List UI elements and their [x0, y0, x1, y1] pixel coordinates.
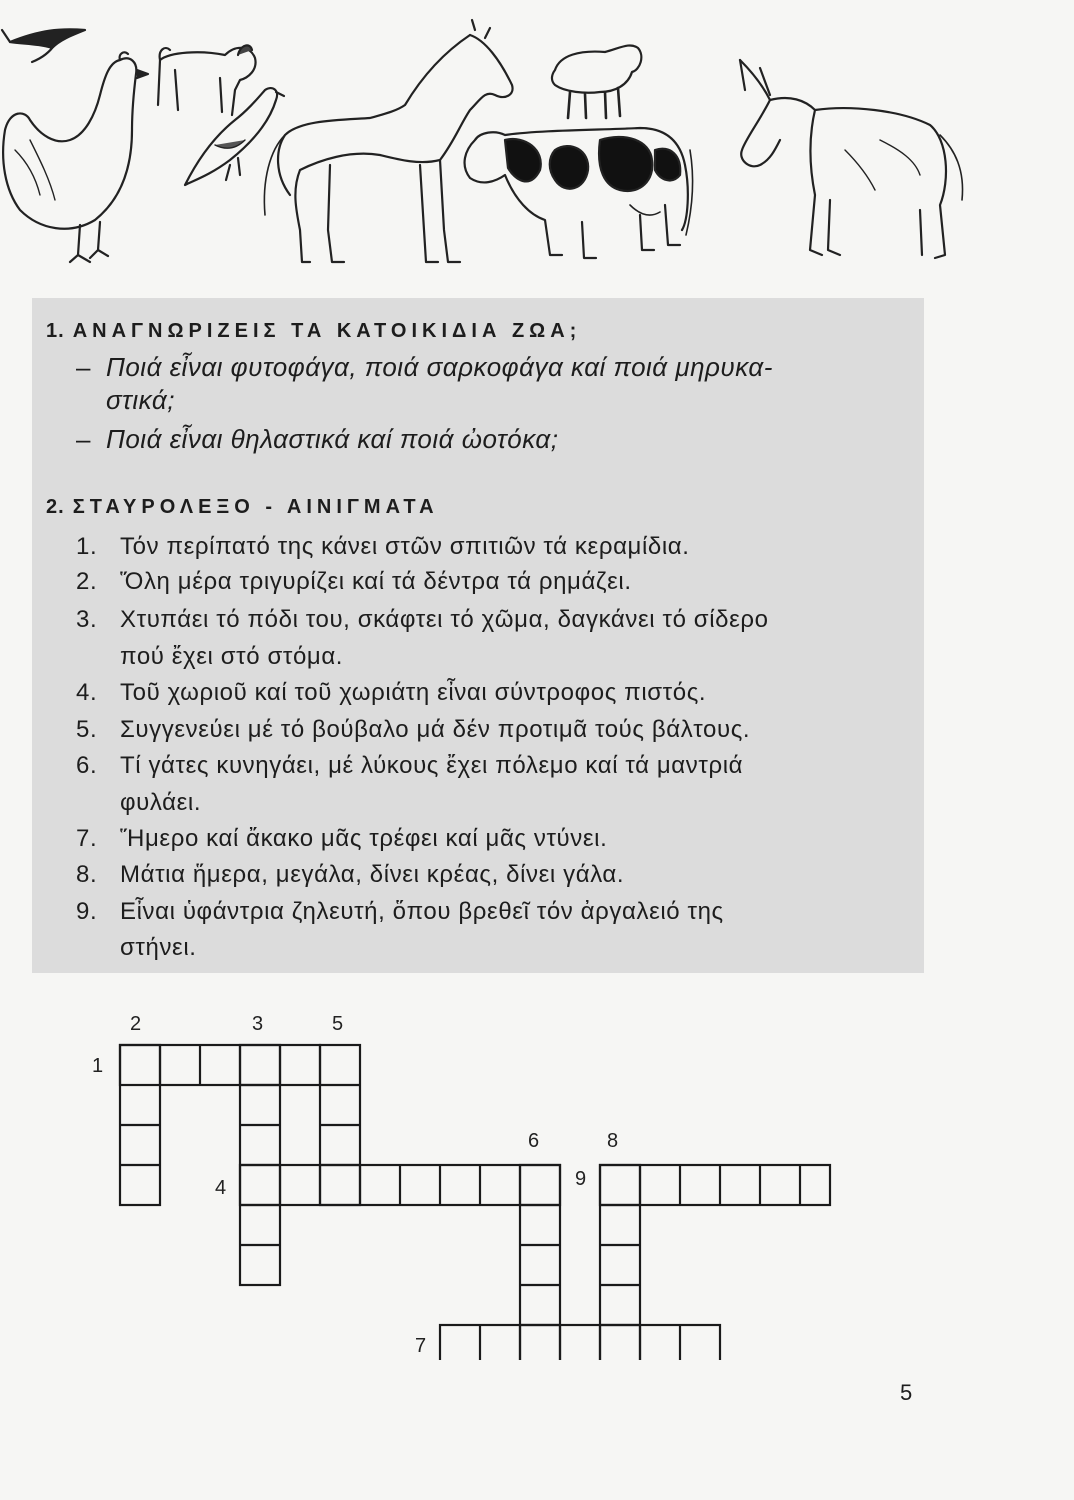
riddle-text: Τοῦ χωριοῦ καί τοῦ χωριάτη εἶναι σύντροφος πιστός. [120, 679, 707, 706]
crossword-label-6: 6 [528, 1130, 540, 1152]
goat-drawing [158, 45, 256, 115]
riddle-3 [76, 606, 769, 634]
dash-bullet: – [76, 352, 91, 382]
section1-question-2 [76, 424, 558, 455]
crossword-label-1: 1 [92, 1055, 104, 1077]
riddle-text: Χτυπάει τό πόδι του, σκάφτει τό χῶμα, δαγκάνει τό σίδερο [120, 606, 769, 633]
farm-animals-illustration [0, 0, 1074, 290]
crossword-label-9: 9 [575, 1168, 587, 1190]
crossword-label-7: 7 [415, 1335, 427, 1357]
word-4-across [240, 1165, 560, 1205]
riddle-9-cont: στήνει. [120, 934, 197, 961]
riddle-text: Μάτια ἥμερα, μεγάλα, δίνει κρέας, δίνει γάλα. [120, 861, 625, 888]
riddle-text: Ὅλη μέρα τριγυρίζει καί τά δέντρα τά ρημάζει. [120, 568, 632, 595]
sheep-drawing [552, 45, 641, 118]
riddle-number: 8. [76, 861, 98, 888]
question-2-text: Ποιά εἶναι θηλαστικά καί ποιά ὠοτόκα; [106, 424, 559, 454]
section1-question-1 [76, 352, 773, 383]
riddle-number: 4. [76, 679, 98, 706]
section1-title: ΑΝΑΓΝΩΡΙΖΕΙΣ ΤΑ ΚΑΤΟΙΚΙΔΙΑ ΖΩΑ; [72, 320, 582, 342]
riddle-5 [76, 716, 750, 744]
riddle-4 [76, 679, 706, 707]
question-1-text: Ποιά εἶναι φυτοφάγα, ποιά σαρκοφάγα καί ποιά μηρυκα- [106, 352, 773, 382]
section1-number: 1. [46, 320, 65, 342]
word-2-down [120, 1045, 160, 1205]
crossword-grid [80, 1000, 860, 1360]
riddle-9 [76, 898, 724, 926]
riddle-7 [76, 825, 607, 853]
crossword-label-3: 3 [252, 1013, 264, 1035]
section2-number: 2. [46, 496, 65, 518]
word-9-across [600, 1165, 830, 1205]
riddle-text: Συγγενεύει μέ τό βούβαλο μά δέν προτιμᾶ τούς βάλτους. [120, 716, 751, 743]
cow-drawing [465, 128, 693, 258]
riddle-text: Ἥμερο καί ἄκακο μᾶς τρέφει καί μᾶς ντύνει. [120, 825, 608, 852]
riddle-3-cont: πού ἔχει στό στόμα. [120, 643, 344, 670]
riddle-number: 6. [76, 752, 98, 779]
word-7-across [440, 1325, 720, 1360]
crossword-label-8: 8 [607, 1130, 619, 1152]
riddle-text: Εἶναι ὑφάντρια ζηλευτή, ὅπου βρεθεῖ τόν ἀργαλειό της [120, 898, 724, 925]
word-1-across [120, 1045, 320, 1085]
riddle-text: Τί γάτες κυνηγάει, μέ λύκους ἔχει πόλεμο καί τά μαντριά [120, 752, 744, 779]
dash-bullet: – [76, 424, 91, 454]
riddle-6 [76, 752, 743, 780]
riddle-number: 7. [76, 825, 98, 852]
crossword-label-2: 2 [130, 1013, 142, 1035]
crossword-label-5: 5 [332, 1013, 344, 1035]
riddle-number: 1. [76, 533, 98, 560]
riddle-number: 2. [76, 568, 98, 595]
word-8-down [600, 1165, 640, 1360]
section2-title: ΣΤΑΥΡΟΛΕΞΟ - ΑΙΝΙΓΜΑΤΑ [72, 496, 439, 518]
donkey-drawing [740, 60, 963, 258]
swallow-drawing [2, 29, 85, 62]
riddle-number: 9. [76, 898, 98, 925]
word-5-down [320, 1045, 360, 1205]
section1-heading [46, 320, 581, 343]
section1-question-1-cont: στικά; [106, 385, 175, 415]
section2-heading [46, 496, 439, 519]
word-6-down [520, 1165, 560, 1360]
riddle-text: Τόν περίπατό της κάνει στῶν σπιτιῶν τά κεραμίδια. [120, 533, 690, 560]
page-number: 5 [900, 1380, 913, 1405]
riddle-number: 3. [76, 606, 98, 633]
riddle-2 [76, 568, 632, 596]
riddle-6-cont: φυλάει. [120, 789, 202, 816]
crossword-label-4: 4 [215, 1177, 227, 1199]
riddle-8 [76, 861, 624, 889]
hen-drawing [3, 52, 148, 262]
riddle-1 [76, 533, 690, 561]
riddle-number: 5. [76, 716, 98, 743]
